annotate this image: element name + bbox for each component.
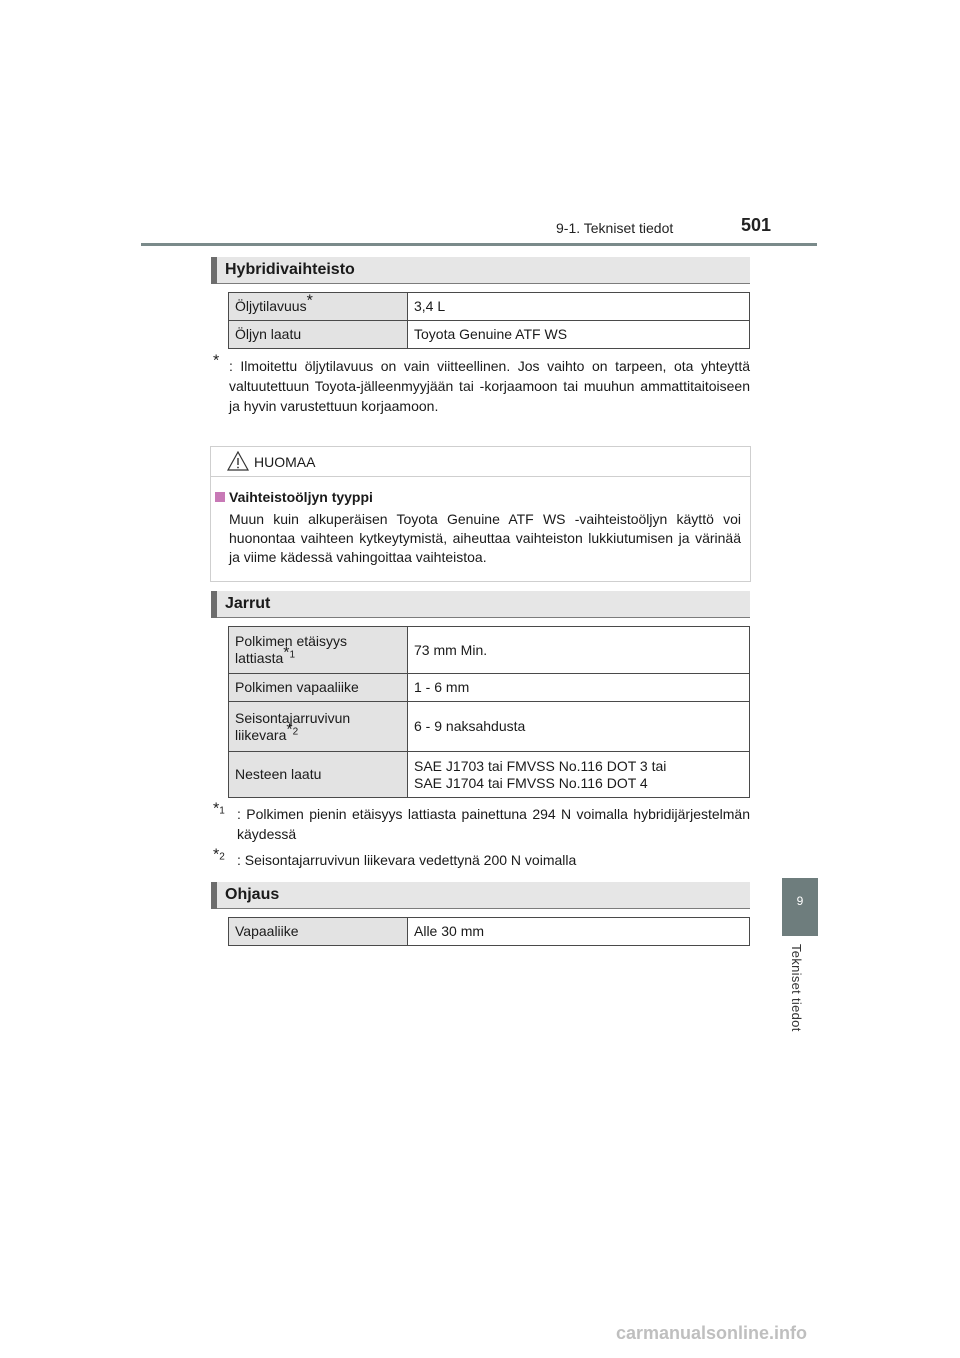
caution-header [211,447,750,477]
footnote-text: : Polkimen pienin etäisyys lattiasta painettuna 294 N voimalla hybridijärjestelmän käydessä [237,806,750,842]
warning-triangle-icon [227,451,249,471]
table-cell-label: Seisontajarruvivun liikevara$^{*2}$ [229,702,408,752]
section-heading-steering [211,882,750,909]
caution-label: HUOMAA [254,454,316,470]
footnote-text: : Seisontajarruvivun liikevara vedettynä 200 N voimalla [237,852,577,868]
footnote-text: : Ilmoitettu öljytilavuus on vain viitteellinen. Jos vaihto on tarpeen, ota yhteyttä valtuutettuun Toyota-jälleenmyyjään tai -korjaamoon tai muuhun ammattitaitoiseen ja hyvin varustettuun korjaamoon. [229,358,750,414]
footnote-mark: *2 [213,846,225,864]
table-cell-value: 1 - 6 mm [408,674,750,702]
brakes-table [228,626,750,798]
section-heading-brakes [211,591,750,618]
section-title: Hybridivaihteisto [225,261,355,278]
footnote-pedal-distance [213,800,750,844]
chapter-number: 9 [796,894,804,908]
table-cell-label: Polkimen vapaaliike [229,674,408,702]
table-cell-value: 6 - 9 naksahdusta [408,702,750,752]
table-cell-label: Vapaaliike [229,918,408,946]
square-bullet-icon [215,492,225,502]
hybrid-transmission-table [228,292,750,349]
table-row [229,674,750,702]
table-row [229,321,750,349]
footnote-oil-capacity [213,352,750,416]
footnote-mark: * [213,352,220,370]
caution-subtitle: Vaihteistoöljyn tyyppi [215,489,373,505]
section-title: Ohjaus [225,886,280,903]
table-row [229,918,750,946]
table-cell-label: Polkimen etäisyys lattiasta$^{*1}$ [229,627,408,674]
section-heading-hybrid-transmission [211,257,750,284]
section-bar [211,591,217,618]
table-cell-value: 3,4 L [408,293,750,321]
caution-body: Muun kuin alkuperäisen Toyota Genuine ATF WS -vaihteistoöljyn käyttö voi huonontaa vaihteen kytkeytymistä, aiheuttaa vaihteiston lukkiutumisen ja värinää ja viime kädessä vahingoittaa vaihteistoa. [229,511,741,565]
caution-box [210,446,751,582]
section-title: Jarrut [225,595,271,612]
footnote-parking-brake [213,846,750,870]
table-row [229,702,750,752]
table-cell-value: 73 mm Min. [408,627,750,674]
page-number: 501 [741,215,772,235]
table-row [229,752,750,798]
section-bar [211,882,217,909]
table-cell-label: Nesteen laatu [229,752,408,798]
table-cell-label: Öljytilavuus* [229,293,408,321]
footnote-mark: *1 [213,800,225,818]
chapter-tab [782,878,818,936]
header-divider [141,243,817,246]
section-bar [211,257,217,284]
steering-table [228,917,750,946]
table-row [229,627,750,674]
table-cell-value: Alle 30 mm [408,918,750,946]
table-cell-label: Öljyn laatu [229,321,408,349]
table-row [229,293,750,321]
watermark: carmanualsonline.info [616,1323,808,1343]
chapter-label: Tekniset tiedot [789,944,804,1032]
table-cell-value: Toyota Genuine ATF WS [408,321,750,349]
table-cell-value: SAE J1703 tai FMVSS No.116 DOT 3 tai SAE J1704 tai FMVSS No.116 DOT 4 [408,752,750,798]
header-section-title: 9-1. Tekniset tiedot [556,220,674,236]
